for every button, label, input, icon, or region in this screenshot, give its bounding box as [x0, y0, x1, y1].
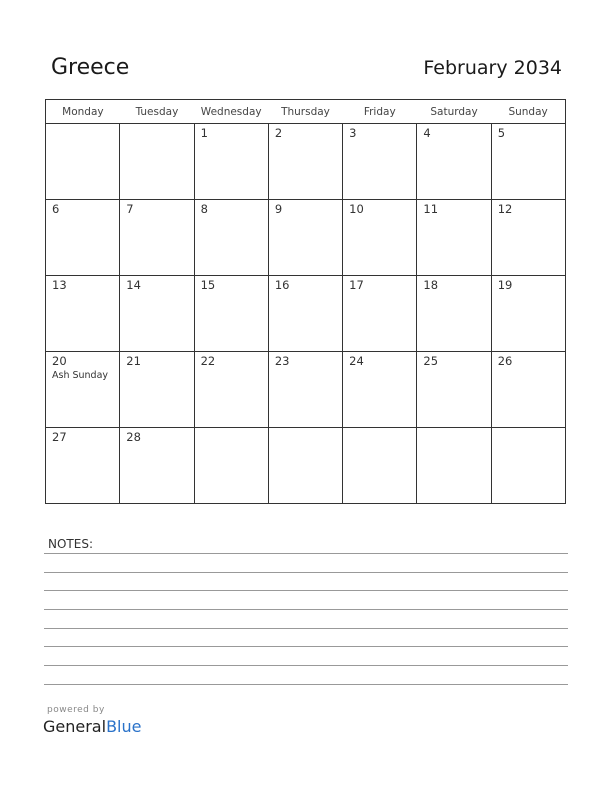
day-cell [491, 276, 565, 352]
day-number: 28 [126, 430, 141, 444]
day-number: 15 [200, 278, 216, 292]
day-number: 12 [497, 202, 513, 216]
weekday-header: Thursday [268, 100, 342, 124]
week-row [46, 200, 566, 276]
day-number: 16 [274, 278, 290, 292]
day-cell [120, 200, 194, 276]
week-row [46, 352, 566, 428]
day-cell [491, 352, 565, 428]
day-number: 4 [423, 126, 431, 140]
week-row [46, 428, 566, 504]
day-number: 1 [200, 126, 208, 140]
weekday-header-row [46, 100, 566, 124]
day-cell [417, 200, 491, 276]
country-title: Greece [51, 55, 130, 80]
weekday-header: Wednesday [194, 100, 268, 124]
day-cell [417, 124, 491, 200]
day-number: 6 [52, 202, 60, 216]
brand-general-text: General [43, 717, 107, 736]
notes-label: NOTES: [48, 537, 93, 551]
note-line [44, 684, 568, 685]
day-number: 18 [423, 278, 439, 292]
day-number: 20 [52, 354, 67, 368]
note-line [44, 553, 568, 554]
weekday-header: Sunday [491, 100, 565, 124]
day-cell [417, 276, 491, 352]
day-cell [343, 200, 417, 276]
day-number: 2 [274, 126, 283, 140]
day-cell [268, 124, 342, 200]
note-line [44, 628, 568, 629]
day-cell [120, 428, 194, 504]
brand-blue-text: Blue [106, 717, 142, 736]
note-line [44, 665, 568, 666]
day-cell [343, 124, 417, 200]
day-cell [268, 428, 342, 504]
calendar-grid [45, 99, 566, 504]
note-line [44, 646, 568, 647]
weekday-header: Saturday [417, 100, 491, 124]
weekday-header: Monday [46, 100, 120, 124]
day-cell [417, 428, 491, 504]
day-cell [491, 428, 565, 504]
holiday-label: Ash Sunday [52, 370, 109, 381]
day-cell [120, 352, 194, 428]
day-cell [268, 276, 342, 352]
day-number: 9 [274, 202, 283, 216]
week-row [46, 276, 566, 352]
day-number: 19 [497, 278, 513, 292]
day-cell [417, 352, 491, 428]
day-number: 10 [349, 202, 364, 216]
day-cell [194, 200, 268, 276]
day-cell [194, 352, 268, 428]
weekday-header: Tuesday [120, 100, 194, 124]
day-number: 13 [52, 278, 67, 292]
day-cell [46, 200, 120, 276]
weekday-header: Friday [343, 100, 417, 124]
day-number: 22 [200, 354, 216, 368]
day-cell [194, 124, 268, 200]
day-cell [120, 124, 194, 200]
day-cell [343, 428, 417, 504]
day-cell [194, 276, 268, 352]
day-cell [46, 352, 120, 428]
day-number: 8 [200, 202, 208, 216]
note-line [44, 572, 568, 573]
day-cell [46, 276, 120, 352]
week-row [46, 124, 566, 200]
day-cell [120, 276, 194, 352]
day-number: 11 [423, 202, 439, 216]
day-number: 26 [497, 354, 513, 368]
day-number: 27 [52, 430, 67, 444]
day-cell [194, 428, 268, 504]
day-number: 23 [274, 354, 290, 368]
day-cell [46, 124, 120, 200]
day-number: 7 [126, 202, 134, 216]
day-number: 17 [349, 278, 364, 292]
day-number: 24 [349, 354, 364, 368]
day-cell [268, 352, 342, 428]
day-cell [491, 200, 565, 276]
month-title: February 2034 [423, 57, 562, 79]
note-line [44, 609, 568, 610]
day-cell [343, 352, 417, 428]
powered-by-text: powered by [47, 705, 105, 715]
day-cell [343, 276, 417, 352]
day-number: 14 [126, 278, 141, 292]
day-cell [46, 428, 120, 504]
day-number: 5 [497, 126, 506, 140]
day-number: 3 [349, 126, 357, 140]
day-number: 25 [423, 354, 439, 368]
day-cell [268, 200, 342, 276]
day-cell [491, 124, 565, 200]
note-line [44, 590, 568, 591]
day-number: 21 [126, 354, 141, 368]
generalblue-logo [43, 717, 141, 736]
